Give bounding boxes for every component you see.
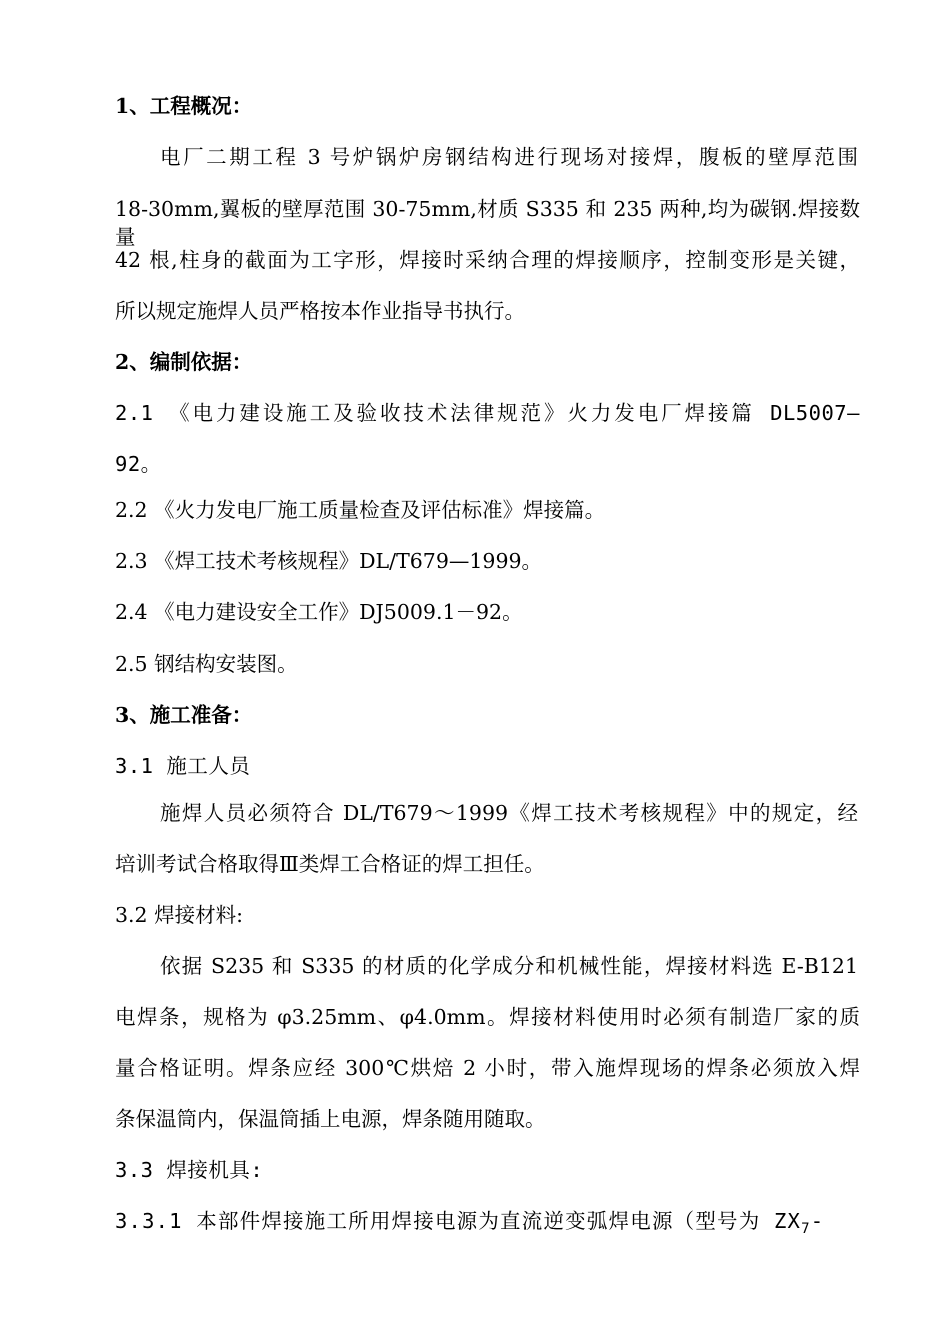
reference-item: 2.5 钢结构安装图。: [115, 652, 298, 676]
reference-item: 2.2 《火力发电厂施工质量检查及评估标准》焊接篇。: [115, 498, 606, 522]
subsection-3-2-line: 条保温筒内，保温筒插上电源，焊条随用随取。: [115, 1107, 546, 1131]
section-1-paragraph-line: 所以规定施焊人员严格按本作业指导书执行。: [115, 299, 525, 323]
subsection-3-3-1-line: [115, 1207, 860, 1243]
model-subscript: 7: [801, 1221, 811, 1238]
subsection-3-2-title: 3.2 焊接材料:: [115, 903, 244, 927]
subsection-3-3-1-text: 3.3.1 本部件焊接施工所用焊接电源为直流逆变弧焊电源（型号为 ZX: [115, 1209, 802, 1233]
subsection-3-2-line: 电焊条，规格为 φ3.25mm、φ4.0mm。焊接材料使用时必须有制造厂家的质: [115, 1005, 860, 1029]
reference-item: 2.3 《焊工技术考核规程》DL/T679—1999。: [115, 549, 543, 573]
reference-item: 92。: [115, 452, 162, 476]
subsection-3-3-title: 3.3 焊接机具:: [115, 1158, 264, 1182]
section-1-paragraph-line: 18-30mm,翼板的壁厚范围 30-75mm,材质 S335 和 235 两种,均为碳钢.焊接数量: [115, 197, 860, 249]
subsection-3-1-line: 施焊人员必须符合 DL/T679～1999《焊工技术考核规程》中的规定，经: [160, 801, 858, 825]
reference-item: 2.1 《电力建设施工及验收技术法律规范》火力发电厂焊接篇 DL5007—: [115, 401, 860, 425]
subsection-3-1-line: 培训考试合格取得Ⅲ类焊工合格证的焊工担任。: [115, 852, 545, 876]
section-3-heading: 3、施工准备：: [115, 703, 253, 727]
subsection-3-2-line: 量合格证明。焊条应经 300℃烘焙 2 小时，带入施焊现场的焊条必须放入焊: [115, 1056, 860, 1080]
subsection-3-3-1-tail: -: [810, 1209, 825, 1233]
section-1-heading: 1、工程概况：: [115, 94, 253, 118]
section-2-heading: 2、编制依据：: [115, 350, 253, 374]
subsection-3-2-line: 依据 S235 和 S335 的材质的化学成分和机械性能，焊接材料选 E-B121: [160, 954, 858, 978]
section-1-paragraph-line: 电厂二期工程 3 号炉锅炉房钢结构进行现场对接焊，腹板的壁厚范围: [160, 145, 858, 169]
reference-item: 2.4 《电力建设安全工作》DJ5009.1－92。: [115, 600, 523, 624]
section-1-paragraph-line: 42 根,柱身的截面为工字形，焊接时采纳合理的焊接顺序，控制变形是关键，: [115, 248, 860, 272]
subsection-3-1-title: 3.1 施工人员: [115, 754, 251, 778]
